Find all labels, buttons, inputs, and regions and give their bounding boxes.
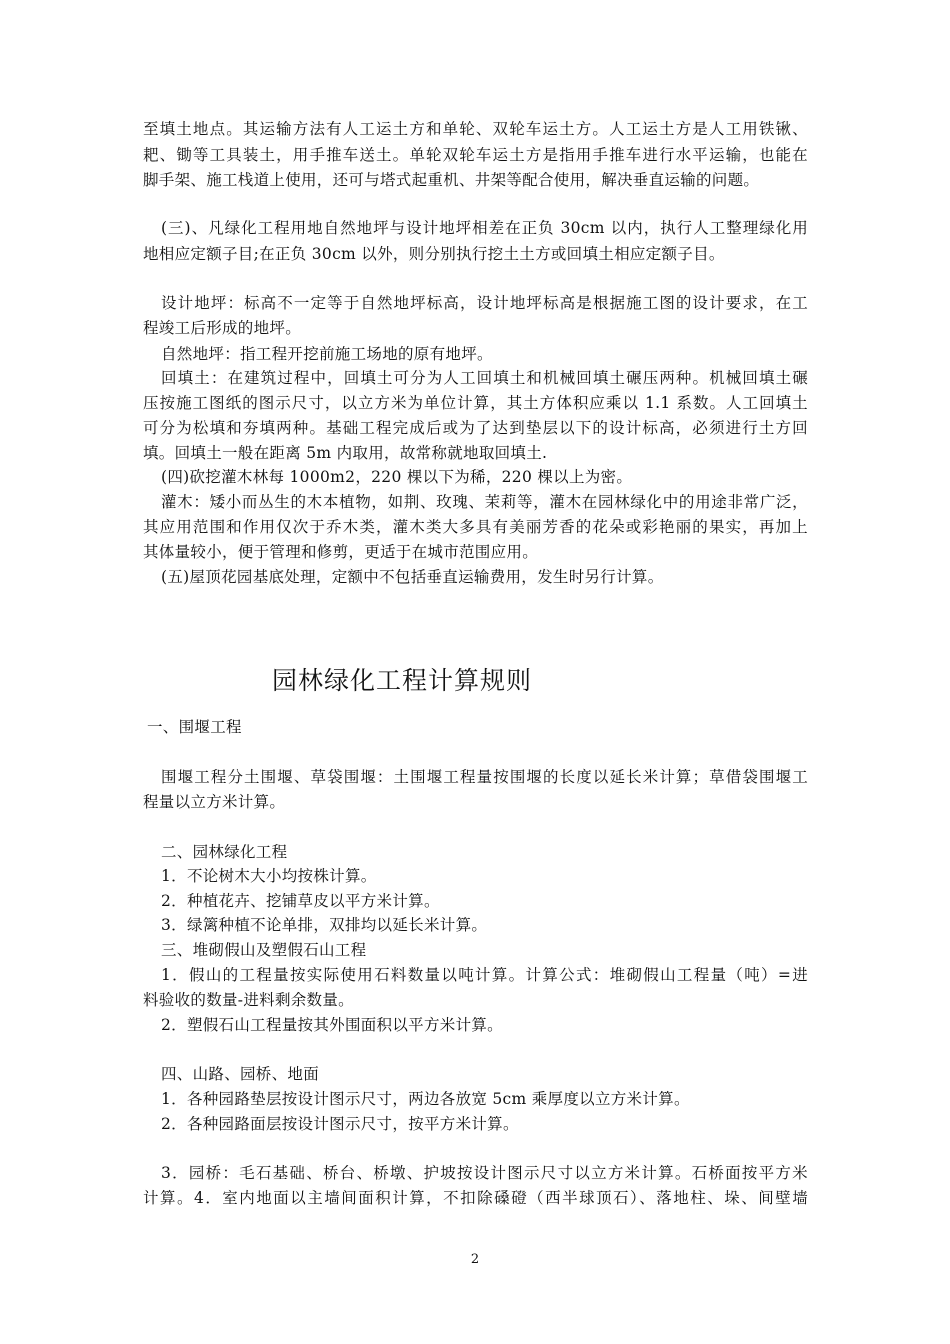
text-line: 可分为松填和夯填两种。基础工程完成后或为了达到垫层以下的设计标高，必须进行土方回 [143, 419, 808, 437]
text-line: 围堰工程分土围堰、草袋围堰：土围堰工程量按围堰的长度以延长米计算；草借袋围堰工 [161, 768, 808, 786]
text-line: 程竣工后形成的地坪。 [143, 319, 302, 337]
text-line: 自然地坪：指工程开挖前施工场地的原有地坪。 [161, 345, 493, 363]
section-heading: 四、山路、园桥、地面 [161, 1065, 320, 1083]
text-line: 地相应定额子目;在正负 30cm 以外，则分别执行挖土土方或回填土相应定额子目。 [143, 245, 725, 263]
list-item: 1．各种园路垫层按设计图示尺寸，两边各放宽 5cm 乘厚度以立方米计算。 [161, 1090, 690, 1108]
text-line: 计算。4．室内地面以主墙间面积计算，不扣除磉磴（西半球顶石）、落地柱、垛、间壁墙 [143, 1189, 808, 1207]
text-line: 料验收的数量-进料剩余数量。 [143, 991, 354, 1009]
text-line: 程量以立方米计算。 [143, 793, 286, 811]
text-line: 回填土：在建筑过程中，回填土可分为人工回填土和机械回填土碾压两种。机械回填土碾 [161, 369, 808, 387]
list-item: 2．种植花卉、挖铺草皮以平方米计算。 [161, 892, 440, 910]
text-line: 填。回填土一般在距离 5m 内取用，故常称就地取回填土. [143, 444, 548, 462]
text-line: 设计地坪：标高不一定等于自然地坪标高，设计地坪标高是根据施工图的设计要求，在工 [161, 294, 808, 312]
list-item: 1．假山的工程量按实际使用石料数量以吨计算。计算公式：堆砌假山工程量（吨）=进 [161, 966, 808, 984]
text-line: (四)砍挖灌木林每 1000m2，220 棵以下为稀，220 棵以上为密。 [161, 468, 633, 486]
page-number: 2 [470, 1252, 480, 1267]
text-line: 其应用范围和作用仅次于乔木类，灌木类大多具有美丽芳香的花朵或彩艳丽的果实，再加上 [143, 518, 808, 536]
text-line: 灌木：矮小而丛生的木本植物，如荆、玫瑰、茉莉等，灌木在园林绿化中的用途非常广泛， [161, 493, 808, 511]
section-title: 园林绿化工程计算规则 [272, 666, 533, 695]
text-line: (三)、凡绿化工程用地自然地坪与设计地坪相差在正负 30cm 以内，执行人工整理绿化用 [161, 219, 808, 237]
list-item: 1．不论树木大小均按株计算。 [161, 867, 377, 885]
text-line: 至填土地点。其运输方法有人工运土方和单轮、双轮车运土方。人工运土方是人工用铁锹、 [143, 120, 808, 138]
text-line: 压按施工图纸的图示尺寸，以立方米为单位计算，其土方体积应乘以 1.1 系数。人工回填土 [143, 394, 808, 412]
list-item: 2．塑假石山工程量按其外围面积以平方米计算。 [161, 1016, 503, 1034]
list-item: 3．绿篱种植不论单排，双排均以延长米计算。 [161, 916, 488, 934]
text-line: 耙、锄等工具装土，用手推车送土。单轮双轮车运土方是指用手推车进行水平运输，也能在 [143, 146, 808, 164]
list-item: 3．园桥：毛石基础、桥台、桥墩、护坡按设计图示尺寸以立方米计算。石桥面按平方米 [161, 1164, 808, 1182]
section-heading: 三、堆砌假山及塑假石山工程 [161, 941, 367, 959]
list-item: 2．各种园路面层按设计图示尺寸，按平方米计算。 [161, 1115, 519, 1133]
section-heading: 一、围堰工程 [147, 718, 242, 736]
text-line: 其体量较小，便于管理和修剪，更适于在城市范围应用。 [143, 543, 539, 561]
section-heading: 二、园林绿化工程 [161, 843, 288, 861]
text-line: 脚手架、施工栈道上使用，还可与塔式起重机、井架等配合使用，解决垂直运输的问题。 [143, 171, 760, 189]
text-line: (五)屋顶花园基底处理，定额中不包括垂直运输费用，发生时另行计算。 [161, 568, 664, 586]
